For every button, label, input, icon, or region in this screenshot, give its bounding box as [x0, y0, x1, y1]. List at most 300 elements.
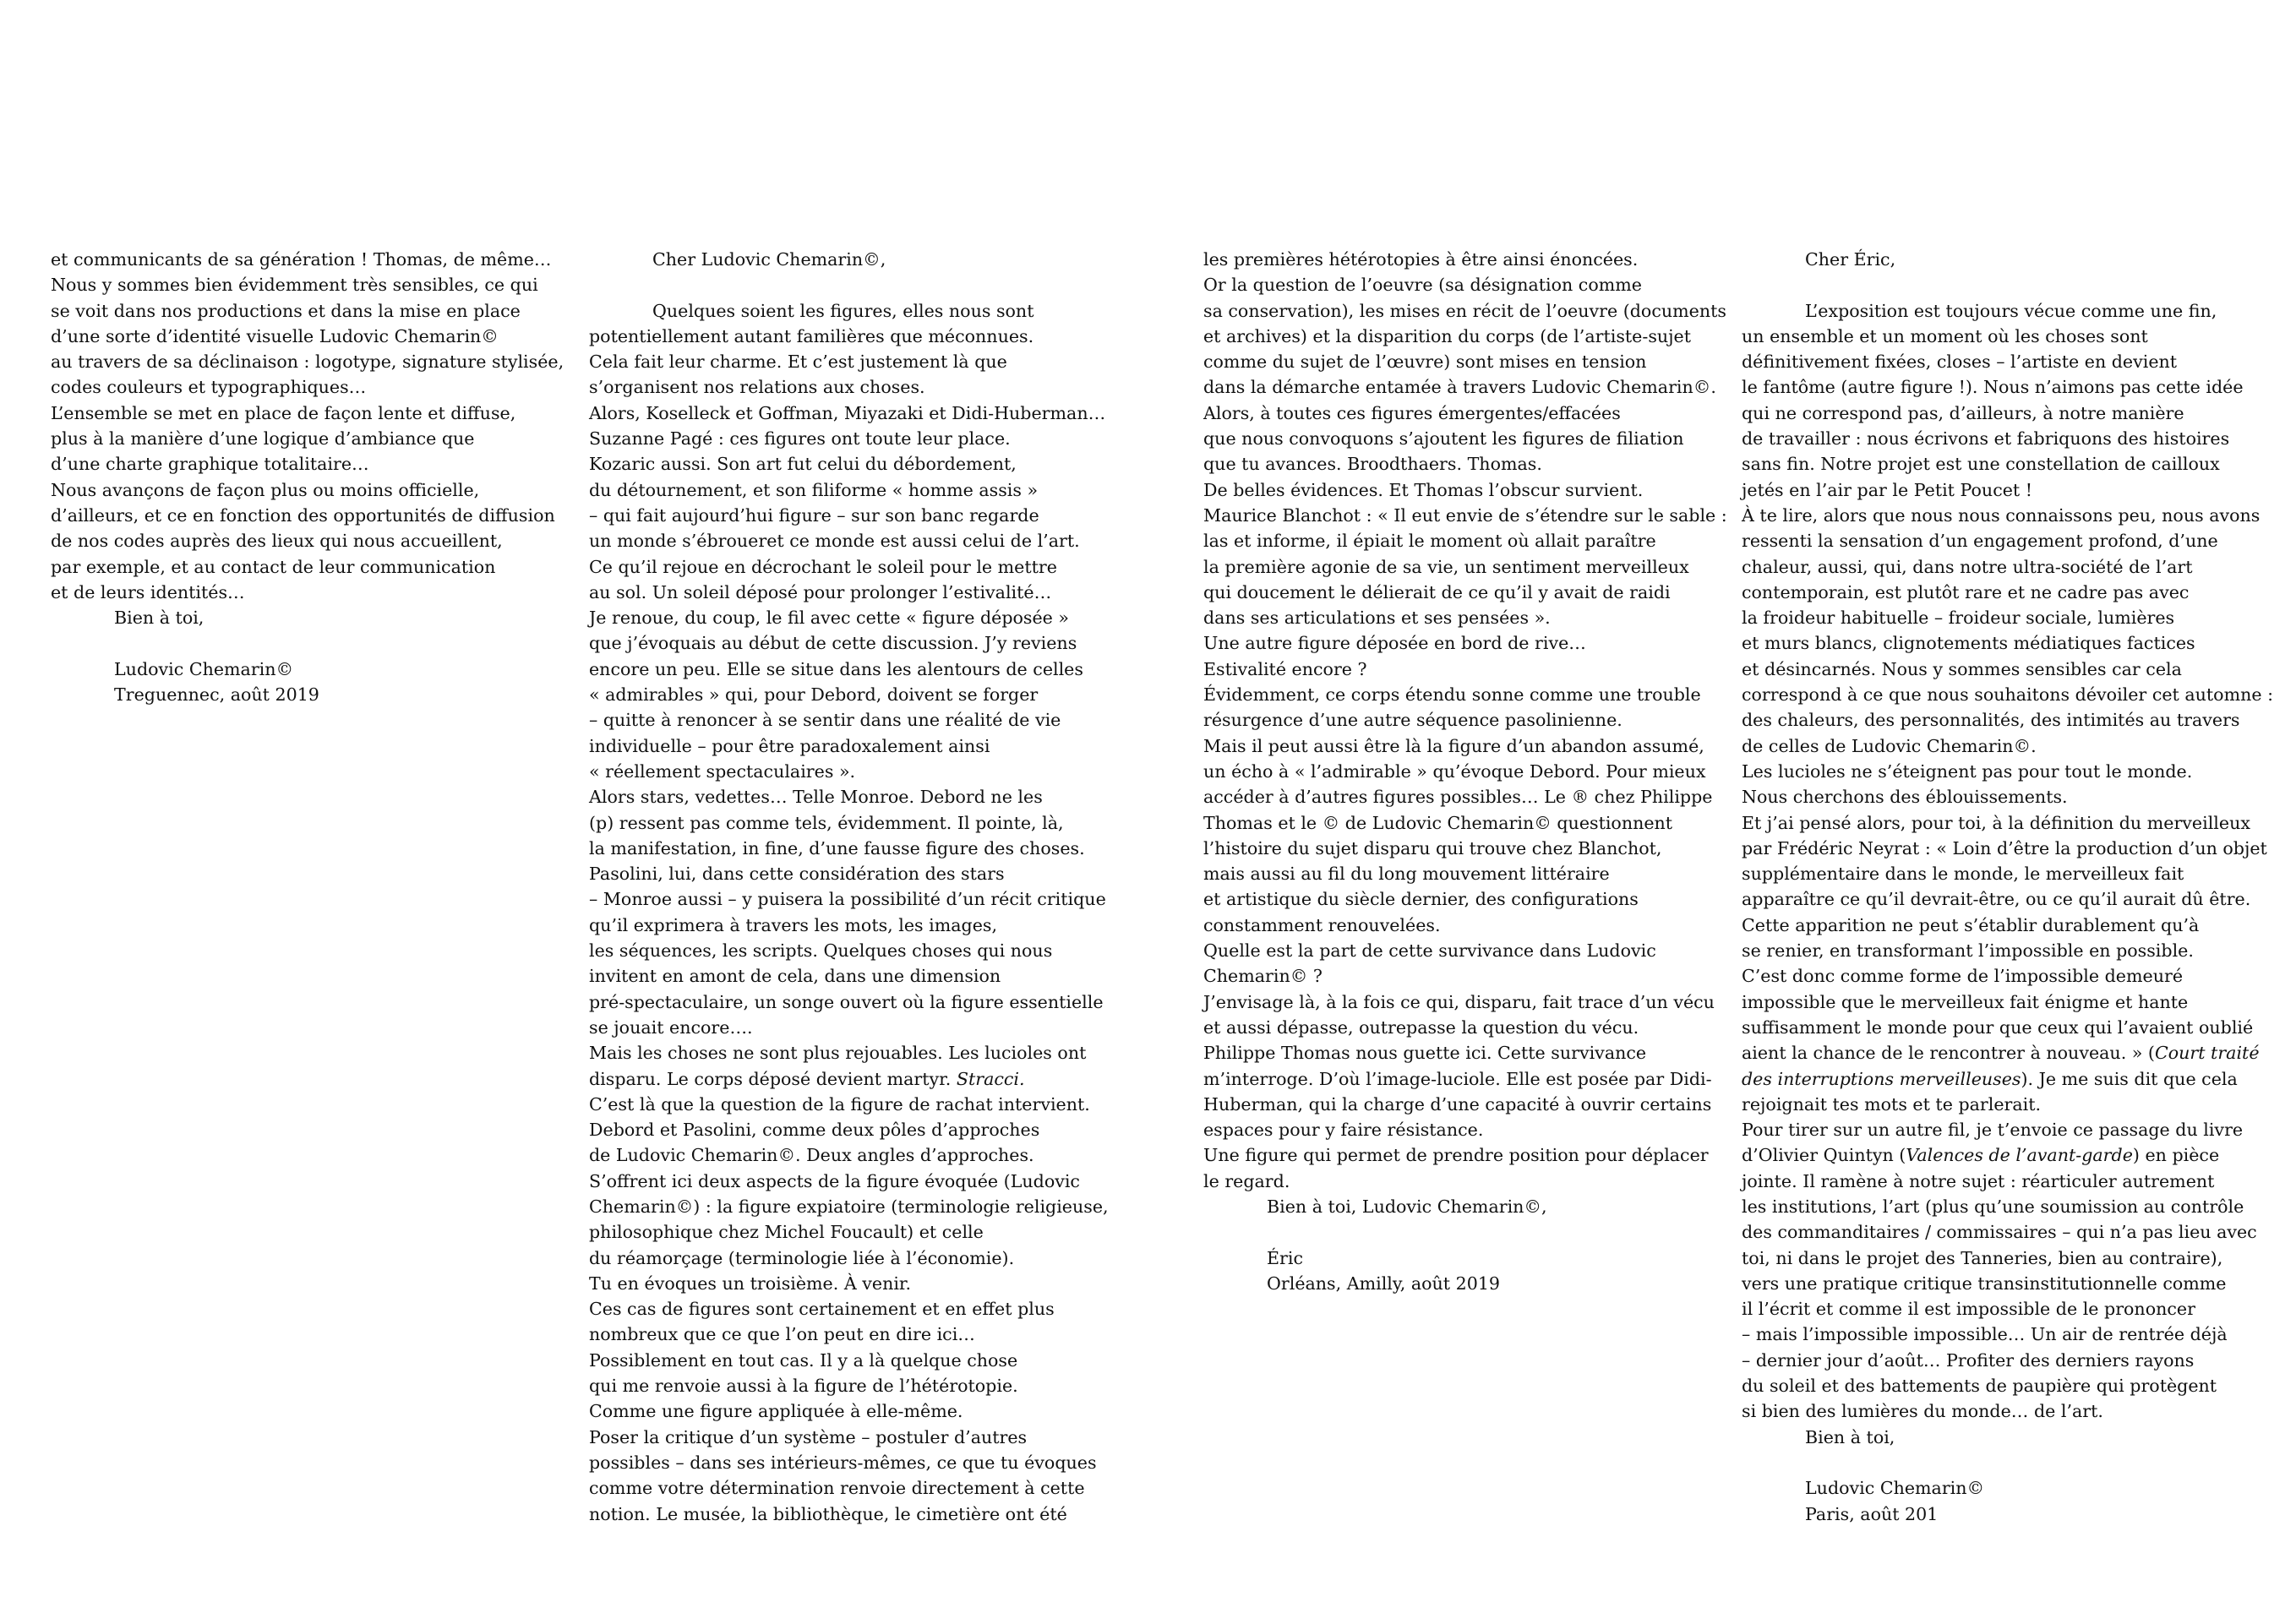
- line-text: L’exposition est toujours vécue comme une fin,: [1805, 300, 2217, 321]
- text-line: [1203, 707, 1727, 733]
- text-line: [589, 707, 1109, 733]
- line-text: Tu en évoques un troisième. À venir.: [589, 1273, 912, 1294]
- text-line: [1742, 836, 2273, 861]
- line-text: Bien à toi,: [1805, 1426, 1895, 1447]
- line-text: et de leurs identités…: [51, 581, 245, 602]
- text-line: [1742, 451, 2273, 477]
- line-text: Orléans, Amilly, août 2019: [1267, 1273, 1501, 1294]
- text-line: [1203, 657, 1727, 682]
- line-text: « admirables » qui, pour Debord, doivent se forger: [589, 684, 1039, 706]
- text-line: [1742, 963, 2273, 989]
- text-line: [1742, 861, 2273, 886]
- text-line: [589, 913, 1109, 938]
- text-line: [51, 554, 564, 580]
- line-text: impossible que le merveilleux fait énigme et hante: [1742, 991, 2189, 1012]
- text-line: [1203, 272, 1727, 297]
- line-text: les premières hétérotopies à être ainsi énoncées.: [1203, 249, 1639, 270]
- line-text: Éric: [1267, 1247, 1303, 1268]
- text-line: [589, 247, 1109, 272]
- text-line: [51, 426, 564, 451]
- line-text: résurgence d’une autre séquence pasolinienne.: [1203, 710, 1622, 731]
- text-line: [1742, 1475, 2273, 1501]
- text-line: [1742, 477, 2273, 503]
- text-line: [51, 477, 564, 503]
- text-line: [51, 580, 564, 605]
- text-line: [1742, 733, 2273, 759]
- text-line: [589, 477, 1109, 503]
- text-line: [589, 580, 1109, 605]
- text-line: [1203, 861, 1727, 886]
- text-line: [589, 1219, 1109, 1245]
- text-line: [1203, 733, 1727, 759]
- line-text: pré-spectaculaire, un songe ouvert où la figure essentielle: [589, 991, 1104, 1012]
- line-text: et aussi dépasse, outrepasse la question du vécu.: [1203, 1017, 1639, 1038]
- text-line: [1742, 1142, 2273, 1168]
- line-text: que j’évoquais au début de cette discussion. J’y reviens: [589, 633, 1077, 654]
- text-line: [1742, 630, 2273, 656]
- line-text: À te lire, alors que nous nous connaissons peu, nous avons: [1742, 504, 2261, 526]
- line-text: s’organisent nos relations aux choses.: [589, 377, 925, 398]
- text-line: [1742, 605, 2273, 630]
- line-text: l’histoire du sujet disparu qui trouve chez Blanchot,: [1203, 837, 1662, 858]
- text-line: [589, 554, 1109, 580]
- line-text-continued: ) en pièce: [2132, 1145, 2220, 1166]
- line-text: Debord et Pasolini, comme deux pôles d’approches: [589, 1120, 1040, 1141]
- text-line: [1742, 989, 2273, 1015]
- line-text: Quelques soient les figures, elles nous sont: [652, 300, 1034, 321]
- text-line: [1203, 938, 1727, 963]
- line-text: Mais il peut aussi être là la figure d’un abandon assumé,: [1203, 735, 1704, 756]
- line-text: chaleur, aussi, qui, dans notre ultra-société de l’art: [1742, 556, 2193, 577]
- text-line: [589, 657, 1109, 682]
- line-text: Suzanne Pagé : ces figures ont toute leur place.: [589, 428, 1011, 450]
- text-line: [1742, 426, 2273, 451]
- line-text: Ludovic Chemarin©: [114, 658, 294, 679]
- line-text: Poser la critique d’un système – postuler d’autres: [589, 1426, 1028, 1447]
- line-text: supplémentaire dans le monde, le merveilleux fait: [1742, 864, 2184, 885]
- text-line: [589, 963, 1109, 989]
- text-line: [1203, 477, 1727, 503]
- text-line: [51, 682, 564, 707]
- italic-title: Stracci.: [956, 1068, 1025, 1089]
- line-text: vers une pratique critique transinstitutionnelle comme: [1742, 1273, 2227, 1294]
- line-text: Kozaric aussi. Son art fut celui du débordement,: [589, 454, 1017, 475]
- text-line: [51, 324, 564, 349]
- text-line: [1203, 324, 1727, 349]
- line-text: de nos codes auprès des lieux qui nous accueillent,: [51, 531, 503, 552]
- text-line: [51, 503, 564, 528]
- text-line: [1742, 657, 2273, 682]
- text-line: [589, 451, 1109, 477]
- line-text: Or la question de l’oeuvre (sa désignation comme: [1203, 275, 1642, 296]
- text-line: [51, 451, 564, 477]
- text-line: [51, 272, 564, 297]
- line-text: Bien à toi,: [114, 608, 205, 629]
- text-line: [51, 298, 564, 324]
- text-line: [1742, 1092, 2273, 1117]
- line-text: Maurice Blanchot : « Il eut envie de s’étendre sur le sable :: [1203, 504, 1727, 526]
- line-text: Ludovic Chemarin©: [1805, 1478, 1985, 1499]
- text-line: [1742, 1066, 2273, 1092]
- text-line: [1742, 580, 2273, 605]
- text-line: [589, 1425, 1109, 1450]
- text-line: [1203, 810, 1727, 836]
- text-column-3: [1203, 247, 1727, 1296]
- line-text: qu’il exprimera à travers les mots, les images,: [589, 914, 998, 935]
- text-line: [1203, 1142, 1727, 1168]
- line-text: – dernier jour d’août… Profiter des derniers rayons: [1742, 1349, 2195, 1371]
- text-line: [589, 886, 1109, 912]
- line-text: possibles – dans ses intérieurs-mêmes, ce que tu évoques: [589, 1452, 1097, 1473]
- text-line: [1203, 451, 1727, 477]
- text-line: [1742, 1117, 2273, 1142]
- text-line: [589, 784, 1109, 809]
- text-line: [1742, 374, 2273, 400]
- line-text: qui doucement le délierait de ce qu’il y avait de raidi: [1203, 581, 1671, 602]
- line-text: comme votre détermination renvoie directement à cette: [589, 1478, 1085, 1499]
- line-text: les séquences, les scripts. Quelques choses qui nous: [589, 940, 1053, 962]
- blank-line: [51, 630, 564, 656]
- text-line: [589, 1040, 1109, 1066]
- line-text: Nous y sommes bien évidemment très sensibles, ce qui: [51, 275, 538, 296]
- line-text: Pour tirer sur un autre fil, je t’envoie ce passage du livre: [1742, 1120, 2244, 1141]
- line-text: potentiellement autant familières que méconnues.: [589, 325, 1034, 346]
- text-line: [1742, 401, 2273, 426]
- text-line: [1742, 938, 2273, 963]
- text-line: [1742, 1245, 2273, 1271]
- text-line: [1742, 349, 2273, 374]
- line-text: et artistique du siècle dernier, des configurations: [1203, 889, 1639, 910]
- text-line: [1203, 528, 1727, 553]
- line-text: Nous cherchons des éblouissements.: [1742, 787, 2068, 808]
- text-line: [589, 1245, 1109, 1271]
- text-line: [1742, 886, 2273, 912]
- text-line: [589, 324, 1109, 349]
- text-line: [589, 1322, 1109, 1347]
- line-text: Philippe Thomas nous guette ici. Cette survivance: [1203, 1043, 1647, 1064]
- line-text: de Ludovic Chemarin©. Deux angles d’approches.: [589, 1145, 1034, 1166]
- text-column-1: [51, 247, 564, 707]
- text-line: [51, 528, 564, 553]
- text-line: [589, 605, 1109, 630]
- line-text: se voit dans nos productions et dans la mise en place: [51, 300, 521, 321]
- line-text: « réellement spectaculaires ».: [589, 760, 856, 782]
- blank-line: [1203, 1219, 1727, 1245]
- text-line: [1203, 784, 1727, 809]
- text-column-2: [589, 247, 1109, 1527]
- text-line: [1203, 1117, 1727, 1142]
- text-line: [1742, 810, 2273, 836]
- line-text: encore un peu. Elle se situe dans les alentours de celles: [589, 658, 1083, 679]
- line-text: qui me renvoie aussi à la figure de l’hétérotopie.: [589, 1376, 1018, 1397]
- text-line: [1742, 298, 2273, 324]
- text-line: [1742, 528, 2273, 553]
- text-line: [589, 630, 1109, 656]
- line-text: Et j’ai pensé alors, pour toi, à la définition du merveilleux: [1742, 812, 2250, 833]
- text-column-4: [1742, 247, 2273, 1527]
- line-text: d’Olivier Quintyn (: [1742, 1145, 1906, 1166]
- text-line: [589, 810, 1109, 836]
- line-text: las et informe, il épiait le moment où allait paraître: [1203, 531, 1656, 552]
- line-text: le fantôme (autre figure !). Nous n’aimons pas cette idée: [1742, 377, 2244, 398]
- text-line: [1742, 1219, 2273, 1245]
- line-text: Alors, à toutes ces figures émergentes/effacées: [1203, 402, 1621, 423]
- text-line: [589, 1296, 1109, 1322]
- line-text: des chaleurs, des personnalités, des intimités au travers: [1742, 710, 2240, 731]
- blank-line: [589, 272, 1109, 297]
- line-text: se renier, en transformant l’impossible en possible.: [1742, 940, 2194, 962]
- line-text: définitivement fixées, closes – l’artiste en devient: [1742, 352, 2178, 373]
- text-line: [1203, 1169, 1727, 1194]
- line-text: comme du sujet de l’œuvre) sont mises en tension: [1203, 352, 1647, 373]
- text-line: [1742, 554, 2273, 580]
- line-text: la froideur habituelle – froideur sociale, lumières: [1742, 608, 2175, 629]
- text-line: [1742, 324, 2273, 349]
- text-line: [1203, 349, 1727, 374]
- line-text: jetés en l’air par le Petit Poucet !: [1742, 479, 2033, 500]
- text-line: [1203, 630, 1727, 656]
- line-text: du réamorçage (terminologie liée à l’économie).: [589, 1247, 1015, 1268]
- text-line: [1742, 784, 2273, 809]
- line-text: Chemarin© ?: [1203, 966, 1323, 987]
- text-line: [1203, 401, 1727, 426]
- line-text: un monde s’ébroueret ce monde est aussi celui de l’art.: [589, 531, 1080, 552]
- text-line: [1742, 1194, 2273, 1219]
- text-line: [1742, 913, 2273, 938]
- line-text: Cher Ludovic Chemarin©,: [652, 249, 886, 270]
- text-line: [1742, 503, 2273, 528]
- text-line: [1203, 1066, 1727, 1092]
- line-text: Une figure qui permet de prendre position pour déplacer: [1203, 1145, 1709, 1166]
- line-text: mais aussi au fil du long mouvement littéraire: [1203, 864, 1610, 885]
- text-line: [1742, 759, 2273, 784]
- line-text: il l’écrit et comme il est impossible de le prononcer: [1742, 1299, 2195, 1320]
- line-text: Quelle est la part de cette survivance dans Ludovic: [1203, 940, 1656, 962]
- line-text: Estivalité encore ?: [1203, 658, 1367, 679]
- line-text: L’ensemble se met en place de façon lente et diffuse,: [51, 402, 516, 423]
- line-text: des commanditaires / commissaires – qui n’a pas lieu avec: [1742, 1222, 2257, 1243]
- text-line: [1742, 1398, 2273, 1424]
- text-line: [589, 528, 1109, 553]
- text-line: [589, 374, 1109, 400]
- line-text: Mais les choses ne sont plus rejouables. Les lucioles ont: [589, 1043, 1087, 1064]
- text-line: [589, 1450, 1109, 1475]
- text-line: [589, 861, 1109, 886]
- line-text: Chemarin©) : la figure expiatoire (terminologie religieuse,: [589, 1196, 1109, 1217]
- text-line: [1742, 1322, 2273, 1347]
- text-line: [1742, 1502, 2273, 1527]
- text-line: [1203, 913, 1727, 938]
- line-text: le regard.: [1203, 1170, 1290, 1191]
- line-text: – qui fait aujourd’hui figure – sur son banc regarde: [589, 504, 1039, 526]
- line-text: apparaître ce qu’il devrait-être, ou ce qu’il aurait dû être.: [1742, 889, 2251, 910]
- text-line: [589, 1066, 1109, 1092]
- line-text: Huberman, qui la charge d’une capacité à ouvrir certains: [1203, 1093, 1712, 1115]
- line-text: – Monroe aussi – y puisera la possibilité d’un récit critique: [589, 889, 1106, 910]
- line-text-continued: ). Je me suis dit que cela: [2021, 1068, 2238, 1089]
- text-line: [589, 682, 1109, 707]
- text-line: [1742, 1425, 2273, 1450]
- text-line: [589, 759, 1109, 784]
- line-text: Les lucioles ne s’éteignent pas pour tout le monde.: [1742, 760, 2193, 782]
- line-text: sans fin. Notre projet est une constellation de cailloux: [1742, 454, 2220, 475]
- text-line: [1203, 298, 1727, 324]
- line-text: C’est là que la question de la figure de rachat intervient.: [589, 1093, 1090, 1115]
- text-line: [1742, 1271, 2273, 1296]
- text-line: [589, 1194, 1109, 1219]
- text-line: [589, 1169, 1109, 1194]
- text-line: [1742, 1348, 2273, 1373]
- line-text: Cela fait leur charme. Et c’est justement là que: [589, 352, 1007, 373]
- line-text: – mais l’impossible impossible… Un air de rentrée déjà: [1742, 1324, 2228, 1345]
- line-text: Je renoue, du coup, le fil avec cette « figure déposée »: [589, 608, 1070, 629]
- text-line: [589, 1271, 1109, 1296]
- line-text: correspond à ce que nous souhaitons dévoiler cet automne :: [1742, 684, 2274, 706]
- line-text: Bien à toi, Ludovic Chemarin©,: [1267, 1196, 1547, 1217]
- blank-line: [1742, 272, 2273, 297]
- line-text: Alors stars, vedettes… Telle Monroe. Debord ne les: [589, 787, 1043, 808]
- text-line: [1742, 1296, 2273, 1322]
- text-line: [589, 733, 1109, 759]
- line-text: notion. Le musée, la bibliothèque, le cimetière ont été: [589, 1503, 1067, 1524]
- text-line: [1203, 1245, 1727, 1271]
- text-line: [51, 657, 564, 682]
- line-text: au sol. Un soleil déposé pour prolonger l’estivalité…: [589, 581, 1052, 602]
- text-line: [1203, 1015, 1727, 1040]
- line-text: qui ne correspond pas, d’ailleurs, à notre manière: [1742, 402, 2184, 423]
- text-line: [1203, 759, 1727, 784]
- line-text: codes couleurs et typographiques…: [51, 377, 367, 398]
- text-line: [1203, 1092, 1727, 1117]
- text-line: [589, 426, 1109, 451]
- line-text: J’envisage là, à la fois ce qui, disparu, fait trace d’un vécu: [1203, 991, 1715, 1012]
- text-line: [51, 247, 564, 272]
- text-line: [1203, 605, 1727, 630]
- line-text: individuelle – pour être paradoxalement ainsi: [589, 735, 990, 756]
- line-text: jointe. Il ramène à notre sujet : réarticuler autrement: [1742, 1170, 2215, 1191]
- line-text: Nous avançons de façon plus ou moins officielle,: [51, 479, 480, 500]
- line-text: rejoignait tes mots et te parlerait.: [1742, 1093, 2042, 1115]
- text-line: [589, 298, 1109, 324]
- text-line: [1203, 503, 1727, 528]
- line-text: et archives) et la disparition du corps (de l’artiste-sujet: [1203, 325, 1692, 346]
- line-text: suffisamment le monde pour que ceux qui l’avaient oublié: [1742, 1017, 2254, 1038]
- text-line: [589, 989, 1109, 1015]
- text-line: [1203, 963, 1727, 989]
- text-line: [589, 401, 1109, 426]
- line-text: espaces pour y faire résistance.: [1203, 1120, 1484, 1141]
- italic-title: Valences de l’avant-garde: [1906, 1145, 2133, 1166]
- line-text: Alors, Koselleck et Goffman, Miyazaki et Didi-Huberman…: [589, 402, 1106, 423]
- line-text: et murs blancs, clignotements médiatiques factices: [1742, 633, 2195, 654]
- line-text: invitent en amont de cela, dans une dimension: [589, 966, 1001, 987]
- text-line: [51, 374, 564, 400]
- text-line: [1203, 554, 1727, 580]
- text-line: [1742, 1015, 2273, 1040]
- line-text: si bien des lumières du monde… de l’art.: [1742, 1401, 2103, 1422]
- text-line: [1203, 1271, 1727, 1296]
- line-text: Cher Éric,: [1805, 249, 1896, 270]
- text-line: [1742, 247, 2273, 272]
- line-text: de travailler : nous écrivons et fabriquons des histoires: [1742, 428, 2230, 450]
- text-line: [589, 938, 1109, 963]
- line-text: et désincarnés. Nous y sommes sensibles car cela: [1742, 658, 2182, 679]
- line-text: par Frédéric Neyrat : « Loin d’être la production d’un objet: [1742, 837, 2267, 858]
- line-text: Thomas et le © de Ludovic Chemarin© questionnent: [1203, 812, 1673, 833]
- line-text: dans la démarche entamée à travers Ludovic Chemarin©.: [1203, 377, 1716, 398]
- text-line: [589, 1475, 1109, 1501]
- line-text: accéder à d’autres figures possibles… Le ® chez Philippe: [1203, 787, 1713, 808]
- text-line: [1203, 886, 1727, 912]
- italic-title: Court traité: [2154, 1043, 2260, 1064]
- text-line: [1203, 836, 1727, 861]
- line-text: au travers de sa déclinaison : logotype, signature stylisée,: [51, 352, 564, 373]
- line-text: philosophique chez Michel Foucault) et celle: [589, 1222, 984, 1243]
- text-line: [1203, 374, 1727, 400]
- line-text: que nous convoquons s’ajoutent les figures de filiation: [1203, 428, 1684, 450]
- text-line: [1203, 1194, 1727, 1219]
- text-line: [51, 349, 564, 374]
- line-text: constamment renouvelées.: [1203, 914, 1441, 935]
- text-line: [589, 1348, 1109, 1373]
- line-text: d’ailleurs, et ce en fonction des opportunités de diffusion: [51, 504, 555, 526]
- line-text: d’une sorte d’identité visuelle Ludovic Chemarin©: [51, 325, 499, 346]
- line-text: la première agonie de sa vie, un sentiment merveilleux: [1203, 556, 1689, 577]
- line-text: nombreux que ce que l’on peut en dire ici…: [589, 1324, 975, 1345]
- text-line: [1203, 1040, 1727, 1066]
- line-text: et communicants de sa génération ! Thomas, de même…: [51, 249, 552, 270]
- line-text: (p) ressent pas comme tels, évidemment. Il pointe, là,: [589, 812, 1064, 833]
- text-line: [589, 349, 1109, 374]
- text-line: [1203, 247, 1727, 272]
- text-line: [1742, 1040, 2273, 1066]
- line-text: d’une charte graphique totalitaire…: [51, 454, 369, 475]
- line-text: De belles évidences. Et Thomas l’obscur survient.: [1203, 479, 1644, 500]
- line-text: m’interroge. D’où l’image-luciole. Elle est posée par Didi-: [1203, 1068, 1712, 1089]
- line-text: du détournement, et son filiforme « homme assis »: [589, 479, 1039, 500]
- line-text: Comme une figure appliquée à elle-même.: [589, 1401, 963, 1422]
- line-text: la manifestation, in fine, d’une fausse figure des choses.: [589, 837, 1085, 858]
- line-text: S’offrent ici deux aspects de la figure évoquée (Ludovic: [589, 1170, 1080, 1191]
- text-line: [1203, 682, 1727, 707]
- line-text: aient la chance de le rencontrer à nouveau. » (: [1742, 1043, 2155, 1064]
- line-text: un écho à « l’admirable » qu’évoque Debord. Pour mieux: [1203, 760, 1706, 782]
- text-line: [1203, 580, 1727, 605]
- text-line: [589, 836, 1109, 861]
- line-text: Évidemment, ce corps étendu sonne comme une trouble: [1203, 684, 1701, 706]
- line-text: sa conservation), les mises en récit de l’oeuvre (documents: [1203, 300, 1726, 321]
- text-line: [51, 401, 564, 426]
- line-text: dans ses articulations et ses pensées ».: [1203, 608, 1551, 629]
- text-line: [589, 503, 1109, 528]
- blank-line: [1742, 1450, 2273, 1475]
- line-text: de celles de Ludovic Chemarin©.: [1742, 735, 2037, 756]
- line-text: Paris, août 201: [1805, 1503, 1939, 1524]
- line-text: ressenti la sensation d’un engagement profond, d’une: [1742, 531, 2218, 552]
- line-text: du soleil et des battements de paupière qui protègent: [1742, 1376, 2217, 1397]
- line-text: Ces cas de figures sont certainement et en effet plus: [589, 1299, 1055, 1320]
- text-line: [1203, 989, 1727, 1015]
- text-line: [589, 1092, 1109, 1117]
- text-line: [1742, 1169, 2273, 1194]
- line-text: Ce qu’il rejoue en décrochant le soleil pour le mettre: [589, 556, 1057, 577]
- line-text: – quitte à renoncer à se sentir dans une réalité de vie: [589, 710, 1061, 731]
- line-text: disparu. Le corps déposé devient martyr.: [589, 1068, 957, 1089]
- line-text: les institutions, l’art (plus qu’une soumission au contrôle: [1742, 1196, 2244, 1217]
- italic-title: des interruptions merveilleuses: [1742, 1068, 2021, 1089]
- text-line: [1742, 707, 2273, 733]
- line-text: se jouait encore….: [589, 1017, 753, 1038]
